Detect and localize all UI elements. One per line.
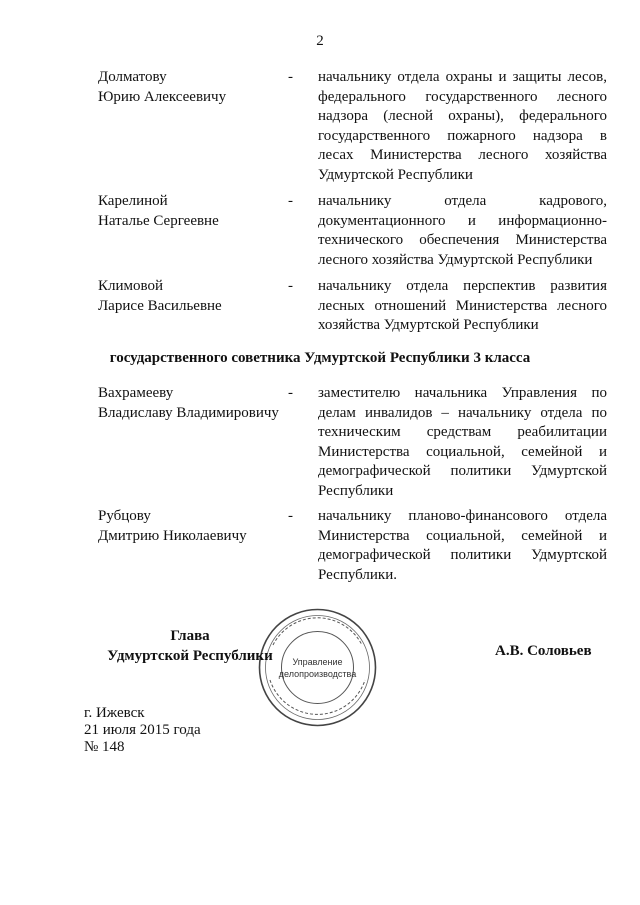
document-date: 21 июля 2015 года [84,722,201,738]
stamp-text-line2: делопроизводства [278,669,357,679]
person-name: Карелиной Наталье Сергеевне [98,193,219,229]
dash-separator: - [288,69,293,85]
dash-separator: - [288,278,293,294]
signature-title: Глава Удмуртской Республики [107,628,273,664]
signatory-name: А.В. Соловьев [495,643,592,659]
page-number: 2 [316,33,324,49]
person-name: Вахрамееву Владиславу Владимировичу [98,385,279,421]
document-footer [84,705,201,756]
position-description: начальнику отдела кадрового, документационного и информационно- технического обеспечения Министерства лесного хозяйства Удмуртской Республики [318,193,607,268]
dash-separator: - [288,508,293,524]
dash-separator: - [288,385,293,401]
position-description: начальнику планово-финансового отдела Министерства социальной, семейной и демографической политики Удмуртской Республики. [318,508,607,583]
position-description: начальнику отдела охраны и защиты лесов, федерального государственного лесного надзора (лесной охраны), федерального государственного пожарного надзора в лесах Министерства лесного хозяйства Удмуртской Республики [318,69,607,183]
position-description: начальнику отдела перспектив развития лесных отношений Министерства лесного хозяйства Удмуртской Республики [318,278,607,333]
stamp-text-line1: Управление [292,657,343,667]
person-name: Долматову Юрию Алексеевичу [98,69,227,105]
person-name: Рубцову Дмитрию Николаевичу [98,508,247,544]
position-description: заместителю начальника Управления по делам инвалидов – начальнику отдела по техническим средствам реабилитации Министерства социальной, семейной и демографической политики Удмуртской Республики [318,385,607,499]
official-stamp [255,605,380,735]
rank-heading: государственного советника Удмуртской Республики 3 класса [109,350,531,366]
dash-separator: - [288,193,293,209]
document-number: № 148 [84,739,125,755]
person-name: Климовой Ларисе Васильевне [98,278,222,314]
stamp-seal-icon [255,605,380,730]
city: г. Ижевск [84,705,145,721]
